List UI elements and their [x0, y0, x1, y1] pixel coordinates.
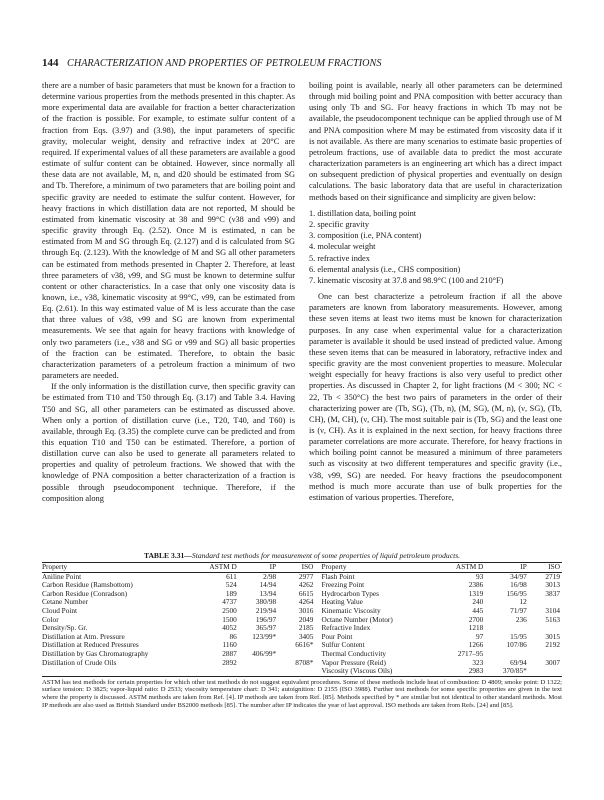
table-cell [42, 667, 204, 676]
table-cell: 2983 [468, 666, 484, 676]
list-item: 6. elemental analysis (i.e., CHS composition) [309, 264, 461, 274]
table-cell: 219/94 [255, 605, 277, 615]
column-header: ASTM D [209, 562, 237, 571]
table-cell: 2386 [468, 580, 484, 590]
table-cell [278, 667, 315, 676]
table-cell: Distillation of Crude Oils [42, 657, 117, 667]
table-cell: 1218 [468, 623, 484, 633]
table-cell: 16/98 [510, 580, 527, 590]
table-cell: 2/98 [263, 571, 277, 581]
column-header: IP [520, 562, 527, 571]
table-cell: 406/99* [252, 648, 277, 658]
table-cell: 3405 [298, 631, 314, 641]
table-cell: 71/97 [510, 605, 527, 615]
table-bottom-rule [42, 676, 562, 677]
table-cell: 4262 [298, 580, 314, 590]
table-cell: 3837 [545, 588, 560, 598]
table-cell: 196/97 [255, 614, 277, 624]
table-cell: Hydrocarbon Types [321, 588, 379, 598]
table-cell: 5163 [545, 614, 560, 624]
table-cell [239, 659, 278, 668]
table-cell: 2887 [222, 648, 237, 658]
test-methods-table [42, 563, 562, 676]
column-header: ISO [301, 562, 314, 571]
table-cell: Thermal Conductivity [321, 648, 387, 658]
table-cell: 1500 [222, 614, 237, 624]
table-cell: Vapor Pressure (Reid) [321, 657, 386, 667]
table-cell: 69/94 [510, 657, 527, 667]
table-cell [529, 667, 562, 676]
table-cell [239, 667, 278, 676]
table-footnote: ASTM has test methods for certain properties for which other test methods do not suggest equivalent procedures. Some of these methods include heat of combustion: D 4809; smoke point: D 1322; surface tension: D 3825; vapor-liquid ratio: D 2533; viscosity temperature chart: D 341; autoignition: D 2155 (ISO 3988). Further test methods for some specific properties are given in the text where the property is discussed. ASTM methods are taken from Ref. [4]. IP methods are taken from Ref. [85]. Methods specified by * are similar but not identical to other standard methods. Most IP methods are also used as British Standard under BS2000 methods [85]. The number after IP indicates the year of last approval. ISO methods are taken from Refs. [24] and [85]. [42, 678, 562, 709]
column-header: Property [321, 562, 347, 571]
table-cell: Cetane Number [42, 597, 88, 607]
table-label: TABLE 3.31— [143, 551, 192, 560]
table-cell: Distillation by Gas Chromatography [42, 648, 149, 658]
table-cell: 189 [225, 588, 237, 598]
table-cell: 2892 [222, 657, 237, 667]
page-number: 144 [42, 57, 59, 69]
table-cell: 3013 [545, 580, 560, 590]
table-cell: 2192 [545, 640, 560, 650]
table-cell: Freezing Point [321, 580, 365, 590]
table-row [42, 667, 562, 676]
table-cell: 611 [226, 571, 237, 581]
table-cell: 3015 [545, 631, 560, 641]
table-cell: 3104 [545, 605, 560, 615]
table-cell: 1266 [468, 640, 484, 650]
table-cell: Octane Number (Motor) [321, 614, 393, 624]
table-cell: 2717–95 [457, 648, 484, 658]
table-cell: Color [42, 614, 59, 624]
column-header: ASTM D [455, 562, 484, 571]
table-cell: 380/98 [255, 597, 277, 607]
running-header [42, 57, 562, 69]
table-cell: 445 [472, 605, 484, 615]
table-cell [204, 667, 239, 676]
table-3-31 [42, 551, 562, 709]
right-column [309, 80, 562, 503]
table-cell: Distillation at Reduced Pressures [42, 640, 139, 650]
table-cell: 3016 [298, 605, 314, 615]
table-cell: 2185 [298, 623, 314, 633]
table-cell: 365/97 [255, 623, 277, 633]
table-cell: 156/95 [506, 588, 527, 598]
table-cell: 236 [515, 614, 527, 624]
table-cell: 97 [476, 631, 484, 641]
table-cell: 1319 [468, 588, 484, 598]
table-cell: 2700 [468, 614, 484, 624]
left-column [42, 80, 295, 504]
table-row [42, 659, 562, 668]
table-cell: 6616* [295, 640, 314, 650]
table-cell: 4264 [298, 597, 314, 607]
table-cell: 2719 [545, 571, 560, 581]
table-cell: Viscosity (Viscous Oils) [321, 666, 393, 676]
running-title: CHARACTERIZATION AND PROPERTIES OF PETROLEUM FRACTIONS [67, 58, 382, 69]
list-item: 1. distillation data, boiling point [309, 208, 417, 218]
table-cell: Cloud Point [42, 605, 78, 615]
table-cell: 86 [229, 631, 237, 641]
list-item: 4. molecular weight [309, 242, 376, 252]
table-cell: 524 [225, 580, 237, 590]
table-cell: 93 [476, 571, 484, 581]
right-paragraph-outro: One can best characterize a petroleum fraction if all the above parameters are known from laboratory measurements. However, among these seven items at least two items must be known for characterization purposes. In any case when experimental value for a characterization parameter is available it should be used instead of predicted value. Among these seven items that can be measured in laboratory, refractive index and specific gravity are the most convenient properties to measure. Molecular weight especially for heavy fractions is also very useful to predict other properties. As discussed in Chapter 2, for light fractions (M < 300; NC < 22, Tb < 350°C) the best two pairs of parameters in the order of their characterizing power are (Tb, SG), (Tb, n), (M, SG), (M, n), (ν, SG), (Tb, CH), (M, CH), (ν, CH). The most suitable pair is (Tb, SG) and the least one is (ν, CH). As it is explained in the next section, for heavy fractions three parameter correlations are more accurate. Therefore, for heavy fractions in which boiling point cannot be measured a minimum of three parameters such as viscosity at two different temperatures and specific gravity (i.e., ν38, ν99, SG) are needed. For heavy fractions the pseudocomponent method is much more accurate than use of bulk properties for the estimation of various properties. Therefore, [309, 292, 562, 502]
table-title: Standard test methods for measurement of some properties of liquid petroleum products. [191, 551, 461, 560]
table-cell: 15/95 [510, 631, 527, 641]
table-cell: Aniline Point [42, 571, 82, 581]
characterization-data-list [309, 208, 562, 286]
left-paragraph-1: there are a number of basic parameters that must be known for a fraction to determine various properties from the methods presented in this chapter. As more experimental data are available for fraction a better characterization of the fraction is possible. For example, to estimate sulfur content of a fraction from Eqs. (3.97) and (3.98), the input parameters of specific gravity, molecular weight, density and refractive index at 20°C are required. If experimental values of all these parameters are available a good estimate of sulfur content can be obtained. However, since normally all these data are not available, M, n, and d20 should be estimated from SG and Tb. Therefore, a minimum of two parameters that are boiling point and specific gravity are needed to estimate the sulfur content. However, for heavy fractions in which distillation data are not reported, M should be estimated from kinematic viscosity at 38 and 99°C (ν38 and ν99) and specific gravity through Eq. (2.52). Once M is estimated, n can be estimated from M and SG through Eq. (2.127) and d is calculated from SG through Eq. (2.123). With the knowledge of M and SG all other parameters can be estimated from methods presented in Chapter 2. Therefore, at least three parameters of ν38, ν99, and SG must be known to determine sulfur content or other characteristics. In a case that only one viscosity data is known, i.e., ν38, kinematic viscosity at 99°C, ν99, can be estimated from Eq. (2.61). In this way estimated value of M is less accurate than the case that three values of ν38, ν99 and SG are known from experimental measurements. We see that again for heavy fractions with knowledge of only two parameters (i.e., ν38 and SG or ν99 and SG) all basic properties of the fraction can be estimated. Therefore, to obtain the basic characterization parameters of a petroleum fraction a minimum of two parameters are needed. [42, 81, 295, 381]
column-header: IP [269, 562, 277, 571]
table-cell: Distillation at Atm. Pressure [42, 631, 125, 641]
column-header: Property [42, 562, 68, 571]
table-cell: 240 [472, 597, 484, 607]
list-item: 7. kinematic viscosity at 37.8 and 98.9°C (100 and 210°F) [309, 275, 504, 285]
table-cell: 2049 [298, 614, 314, 624]
table-cell: 4737 [222, 597, 237, 607]
table-header-row [42, 563, 562, 572]
table-cell: Pour Point [321, 631, 353, 641]
table-cell: 13/94 [259, 588, 277, 598]
list-item: 5. refractive index [309, 253, 370, 263]
table-cell: 1160 [222, 640, 237, 650]
table-cell: 123/99* [252, 631, 277, 641]
column-header: ISO [548, 562, 560, 571]
table-cell: 2500 [222, 605, 237, 615]
table-cell: 323 [472, 657, 484, 667]
table-cell: 2977 [298, 571, 314, 581]
table-cell: 3007 [545, 657, 560, 667]
table-cell: Carbon Residue (Conradson) [42, 588, 128, 598]
table-cell: 34/97 [510, 571, 527, 581]
table-cell: 6615 [298, 588, 314, 598]
table-cell: 14/94 [259, 580, 277, 590]
table-cell: 107/86 [506, 640, 527, 650]
table-cell: 4052 [222, 623, 237, 633]
table-cell: Flash Point [321, 571, 355, 581]
list-item: 2. specific gravity [309, 219, 370, 229]
table-cell: Sulfur Content [321, 640, 365, 650]
list-item: 3. composition (i.e, PNA content) [309, 231, 422, 241]
table-cell: 8708* [295, 657, 314, 667]
left-paragraph-2: If the only information is the distillation curve, then specific gravity can be estimated from T10 and T50 through Eq. (3.17) and Table 3.4. Having T50 and SG, all other parameters can be estimated as discussed above. When only a portion of distillation curve (i.e., T20, T40, and T60) is available, through Eq. (3.35) the complete curve can be predicted and from this equation T10 and T50 can be estimated. Therefore, a portion of distillation curve can also be used to generate all parameters related to properties and quality of petroleum fractions. We showed that with the knowledge of PNA composition a better characterization of a fraction is possible through pseudocomponent technique. Therefore, if the composition along [42, 382, 295, 503]
table-cell: Kinematic Viscosity [321, 605, 381, 615]
table-cell: 12 [519, 597, 527, 607]
right-paragraph-intro: boiling point is available, nearly all other parameters can be determined through mid boiling point and PNA composition with better accuracy than using only Tb and SG. For heavy fractions in which Tb may not be available, the pseudocomponent technique can be applied through use of M and PNA composition where M may be estimated from viscosity data if it is not available. As there are many scenarios to estimate basic properties of petroleum fractions, use of available data to predict the most accurate characterization parameters is an engineering art which has a direct impact on subsequent prediction of physical properties and eventually on design calculations. The basic laboratory data that are useful in characterization methods based on their significance and simplicity are given below: [309, 81, 562, 202]
table-cell: 370/85* [502, 666, 527, 676]
table-cell: Heating Value [321, 597, 363, 607]
table-cell: Refractive Index [321, 623, 371, 633]
table-cell: Carbon Residue (Ramsbottom) [42, 580, 133, 590]
table-cell: Density/Sp. Gr. [42, 623, 88, 633]
table-body [42, 573, 562, 676]
table-caption [42, 551, 562, 560]
